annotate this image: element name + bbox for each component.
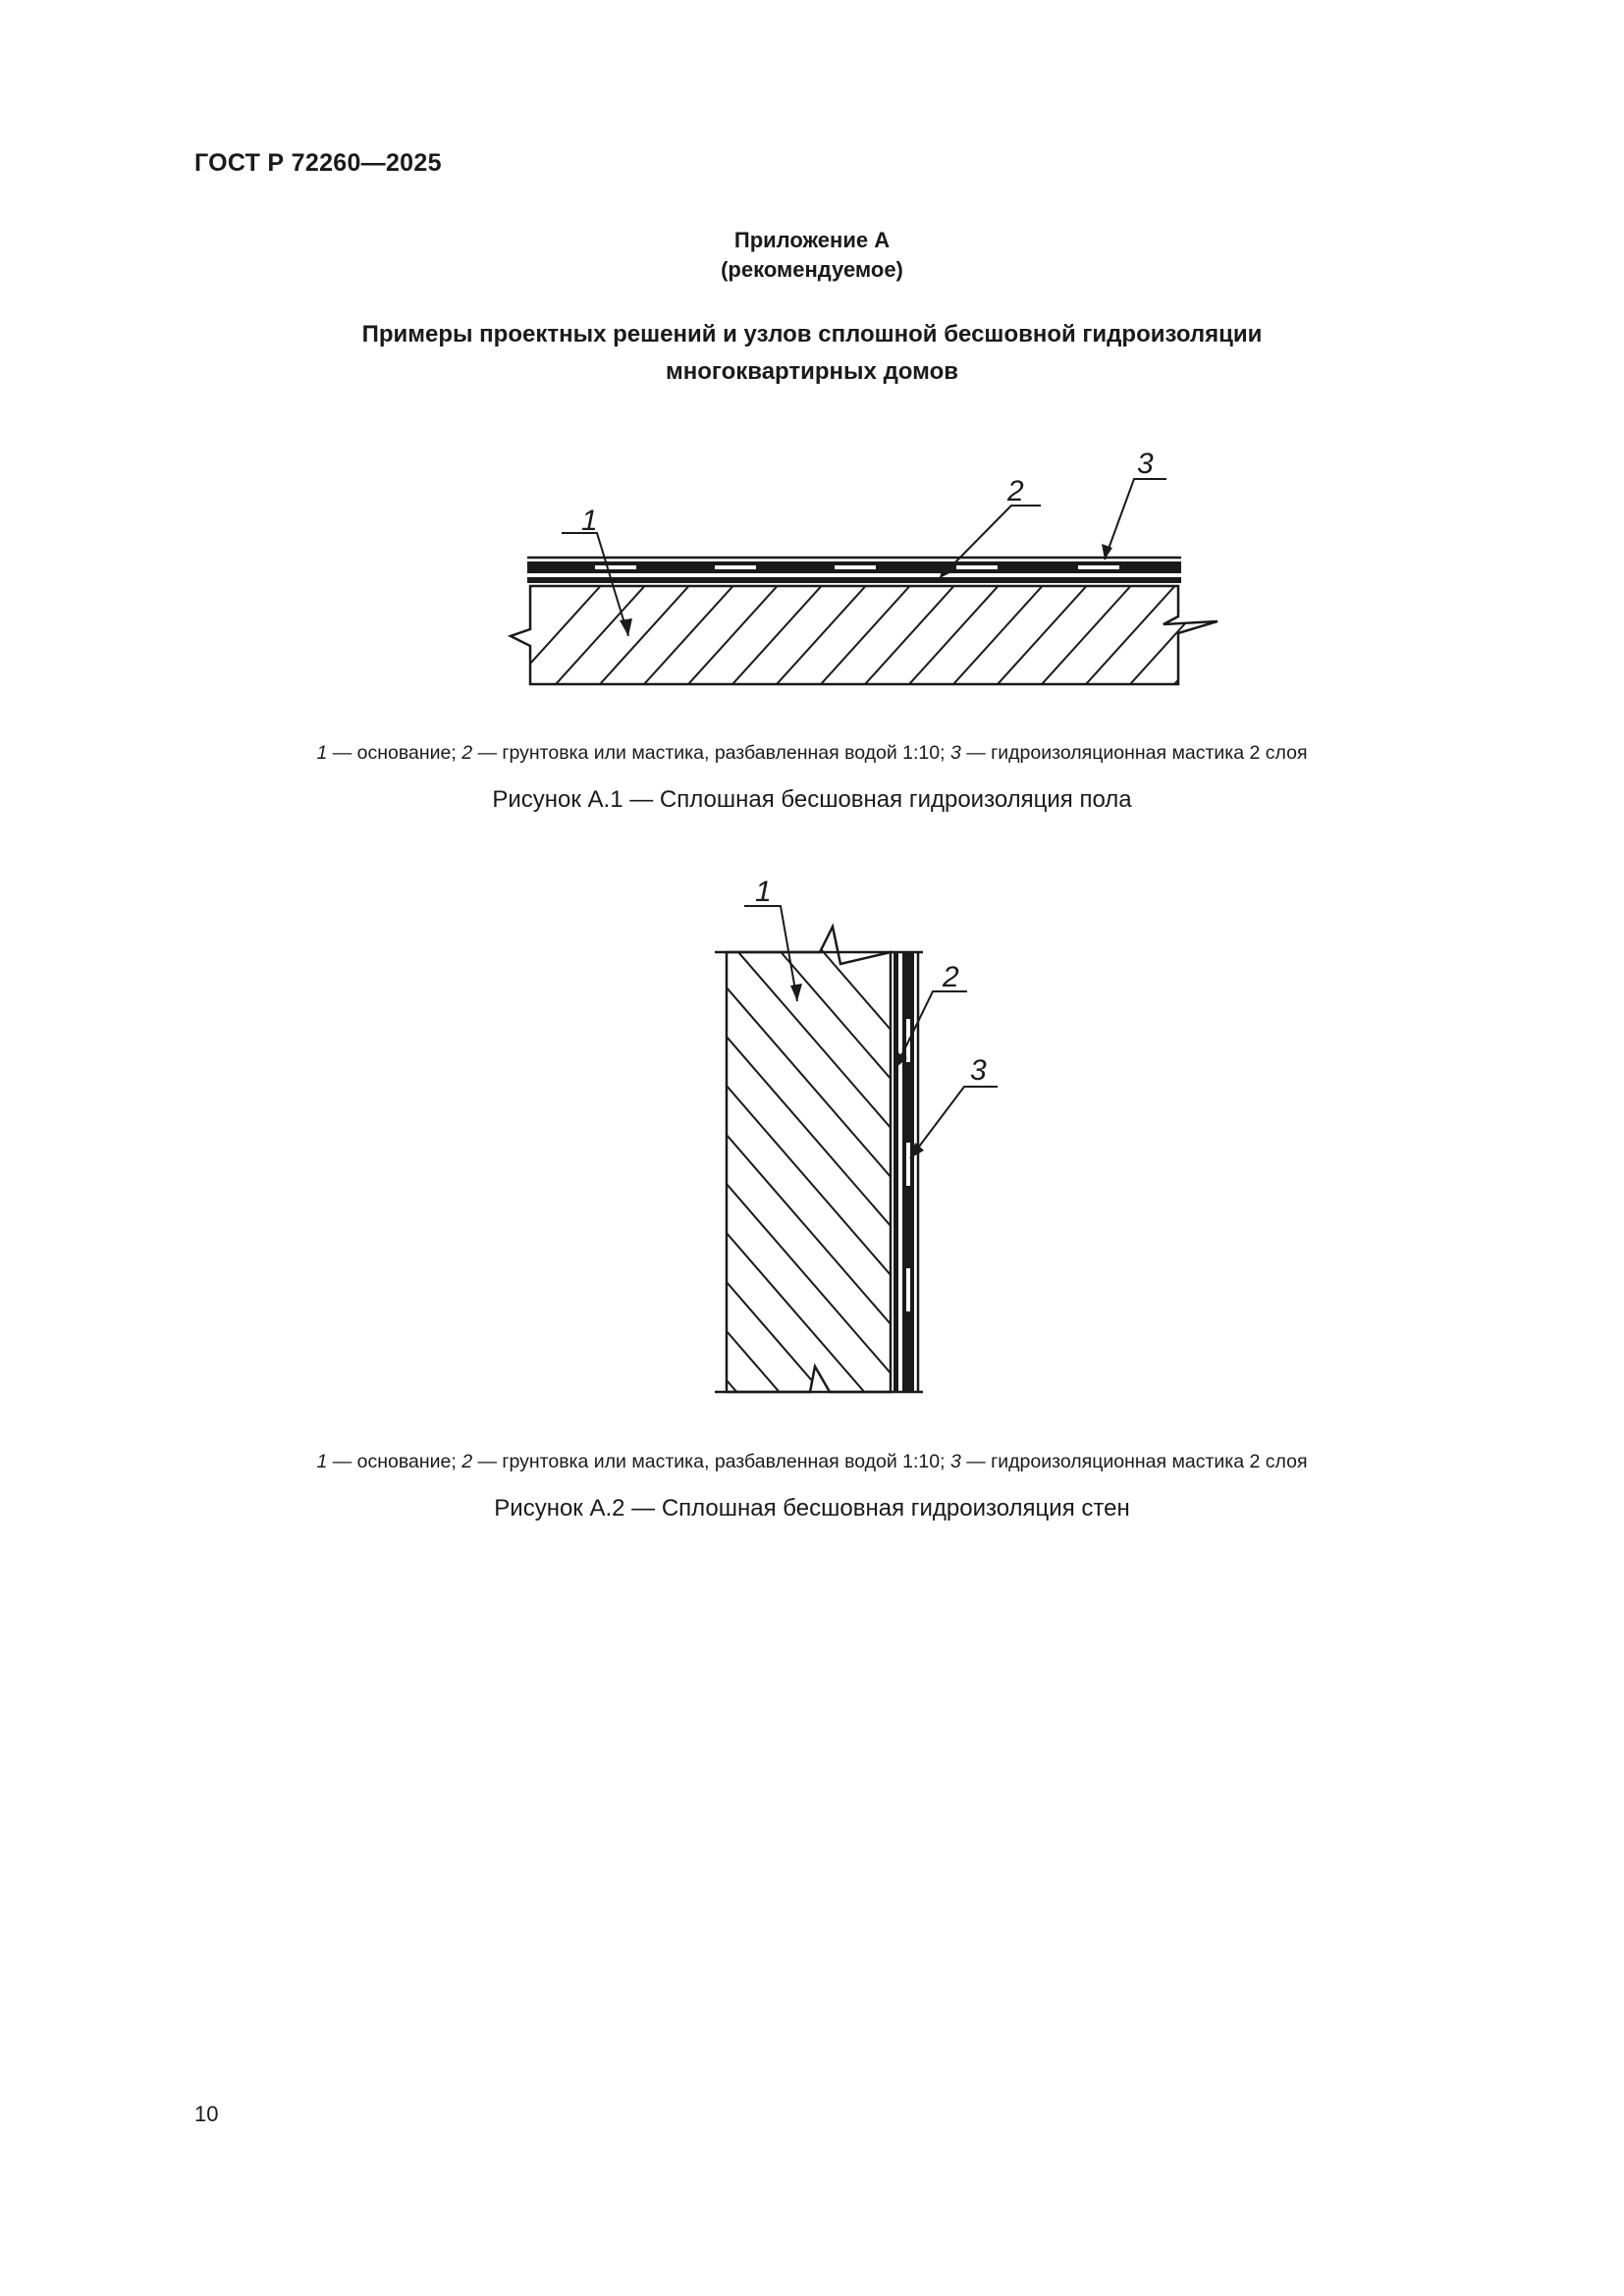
page-number: 10 bbox=[194, 2102, 219, 2126]
standard-code: ГОСТ Р 72260—2025 bbox=[194, 149, 442, 177]
appendix-status: (рекомендуемое) bbox=[721, 257, 903, 282]
legend-a1-text-1: — основание; bbox=[327, 742, 462, 764]
legend-a2-text-2: — грунтовка или мастика, разбавленная водой 1:10; bbox=[472, 1451, 950, 1472]
figure-a1-callout-2: 2 bbox=[1007, 475, 1024, 507]
wall-primer-layer bbox=[893, 952, 898, 1392]
legend-a1-num-3: 3 bbox=[949, 742, 961, 764]
figure-a1-callout-1: 1 bbox=[581, 505, 598, 537]
legend-a1-text-2: — грунтовка или мастика, разбавленная водой 1:10; bbox=[472, 742, 950, 764]
appendix-title: Приложение А bbox=[733, 228, 891, 252]
legend-a2-num-2: 2 bbox=[461, 1451, 473, 1472]
legend-a2-text-1: — основание; bbox=[327, 1451, 462, 1472]
legend-a2-text-3: — гидроизоляционная мастика 2 слоя bbox=[960, 1451, 1308, 1472]
legend-a1-num-2: 2 bbox=[461, 742, 473, 764]
figure-a2-leaders bbox=[744, 906, 998, 1158]
figure-a1-caption: Рисунок А.1 — Сплошная бесшовная гидроизоляция пола bbox=[492, 786, 1132, 813]
figure-a2-callout-2: 2 bbox=[943, 961, 959, 993]
legend-a2-num-3: 3 bbox=[949, 1451, 961, 1472]
figure-a2-legend bbox=[0, 1451, 1624, 1473]
figure-a2-callout-1: 1 bbox=[755, 876, 772, 908]
figure-a1-callout-3: 3 bbox=[1137, 448, 1154, 480]
figure-a2-caption: Рисунок А.2 — Сплошная бесшовная гидроизоляция стен bbox=[494, 1495, 1130, 1522]
figure-a2-callout-3: 3 bbox=[970, 1054, 987, 1087]
section-title-line-1: Примеры проектных решений и узлов сплошной бесшовной гидроизоляции bbox=[361, 321, 1263, 347]
figure-a1-legend bbox=[0, 742, 1624, 765]
legend-a2-num-1: 1 bbox=[316, 1451, 328, 1472]
wall-base-outline bbox=[727, 927, 891, 1392]
legend-a1-text-3: — гидроизоляционная мастика 2 слоя bbox=[960, 742, 1308, 764]
floor-primer-layer bbox=[527, 577, 1181, 583]
figure-a1-drawing bbox=[447, 448, 1340, 756]
section-title-line-2: многоквартирных домов bbox=[666, 358, 958, 385]
legend-a1-num-1: 1 bbox=[316, 742, 328, 764]
